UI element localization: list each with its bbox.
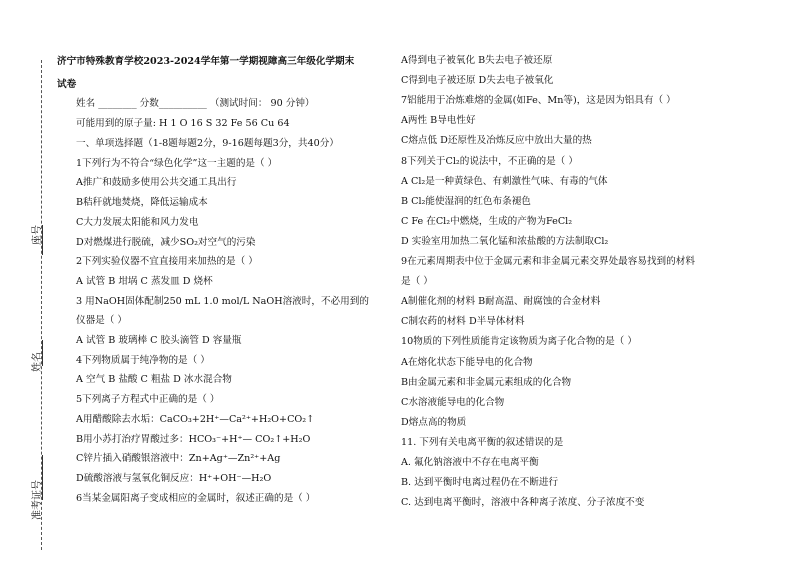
right-line: A在熔化状态下能导电的化合物 <box>401 356 533 368</box>
right-line: 9在元素周期表中位于金属元素和非金属元素交界处最容易找到的材料 <box>401 256 695 267</box>
left-line: D硫酸溶液与氢氧化铜反应：H⁺+OH⁻—H₂O <box>76 472 272 484</box>
right-line: C制农药的材料 D半导体材料 <box>401 316 525 328</box>
left-line: 2下列实验仪器不宜直接用来加热的是（ ） <box>76 256 258 268</box>
exam-number-label: 准考证号 <box>32 480 43 520</box>
left-line: C锌片插入硝酸银溶液中：Zn+Ag⁺—Zn²⁺+Ag <box>76 453 281 465</box>
left-line: 4下列物质属于纯净物的是（ ） <box>76 354 210 366</box>
right-line: C熔点低 D还原性及冶炼反应中放出大量的热 <box>401 135 592 147</box>
right-line: 7铝能用于冶炼难熔的金属(如Fe、Mn等)，这是因为铝具有（ ） <box>401 95 676 107</box>
right-line: A. 氟化钠溶液中不存在电离平衡 <box>401 457 539 468</box>
left-line: 6当某金属阳离子变成相应的金属时，叙述正确的是（ ） <box>76 492 316 504</box>
left-line: 5下列离子方程式中正确的是（ ） <box>76 394 220 406</box>
right-line: C Fe 在Cl₂中燃烧，生成的产物为FeCl₂ <box>401 215 573 227</box>
seat-underline <box>42 225 43 255</box>
right-line: A制催化剂的材料 B耐高温、耐腐蚀的合金材料 <box>401 296 601 308</box>
left-line: B秸秆就地焚烧，降低运输成本 <box>76 197 208 209</box>
left-line: A 试管 B 玻璃棒 C 胶头滴管 D 容量瓶 <box>76 335 242 346</box>
right-line: B. 达到平衡时电离过程仍在不断进行 <box>401 477 559 489</box>
name-label: 姓名 <box>32 352 43 372</box>
right-line: A得到电子被氧化 B失去电子被还原 <box>401 55 553 66</box>
left-line: A 空气 B 盐酸 C 粗盐 D 冰水混合物 <box>76 374 232 386</box>
left-line: A用醋酸除去水垢：CaCO₃+2H⁺—Ca²⁺+H₂O+CO₂↑ <box>76 413 315 425</box>
left-line: D对燃煤进行脱硫，减少SO₂对空气的污染 <box>76 236 256 248</box>
right-line: C. 达到电离平衡时，溶液中各种离子浓度、分子浓度不变 <box>401 497 645 509</box>
left-line: 一、单项选择题（1-8题每题2分，9-16题每题3分，共40分） <box>76 138 339 149</box>
left-line: C大力发展太阳能和风力发电 <box>76 216 199 228</box>
seat-label: 座号 <box>32 225 43 245</box>
right-line: 8下列关于Cl₂的说法中，不正确的是（ ） <box>401 155 578 167</box>
exam-title-cont: 试卷 <box>57 79 77 90</box>
name-underline <box>42 340 43 366</box>
exam-number-underline <box>42 455 43 500</box>
right-line: A两性 B导电性好 <box>401 115 476 127</box>
right-line: B Cl₂能使湿润的红色布条褪色 <box>401 195 531 207</box>
exam-title: 济宁市特殊教育学校2023-2024学年第一学期视障高三年级化学期末 <box>57 56 355 67</box>
left-line: 3 用NaOH固体配制250 mL 1.0 mol/L NaOH溶液时，不必用到的 <box>76 295 369 307</box>
left-line: A推广和鼓励多使用公共交通工具出行 <box>76 177 237 189</box>
left-line: 仪器是（ ） <box>76 315 128 327</box>
student-info-line: 姓名 ________ 分数__________ （测试时间： 90 分钟） <box>76 98 315 109</box>
right-line: D熔点高的物质 <box>401 416 467 428</box>
right-line: C水溶液能导电的化合物 <box>401 396 505 408</box>
right-line: C得到电子被还原 D失去电子被氧化 <box>401 75 554 87</box>
left-line: 1下列行为不符合“绿色化学”这一主题的是（ ） <box>76 157 278 169</box>
left-line: B用小苏打治疗胃酸过多：HCO₃⁻+H⁺— CO₂↑+H₂O <box>76 433 311 445</box>
right-line: D 实验室用加热二氧化锰和浓盐酸的方法制取Cl₂ <box>401 235 609 247</box>
right-line: 是（ ） <box>401 276 433 288</box>
atomic-mass-line: 可能用到的原子量: H 1 O 16 S 32 Fe 56 Cu 64 <box>76 118 290 129</box>
right-line: 11. 下列有关电离平衡的叙述错误的是 <box>401 436 564 448</box>
right-line: B由金属元素和非金属元素组成的化合物 <box>401 376 572 388</box>
left-line: A 试管 B 坩埚 C 蒸发皿 D 烧杯 <box>76 275 213 287</box>
right-line: 10物质的下列性质能肯定该物质为离子化合物的是（ ） <box>401 336 637 348</box>
right-line: A Cl₂是一种黄绿色、有刺激性气味、有毒的气体 <box>401 175 608 187</box>
